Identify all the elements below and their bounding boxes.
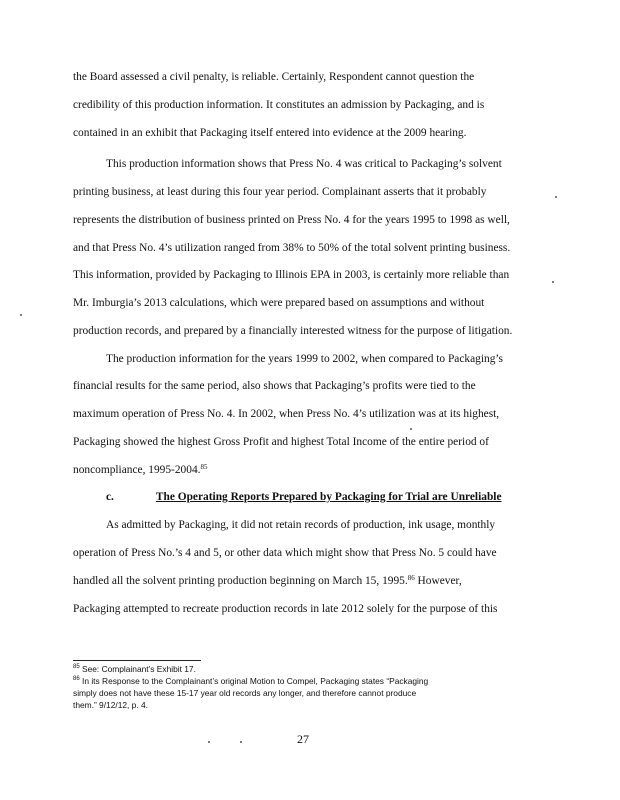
body-line: credibility of this production information. It constitutes an admission by Packaging, and is: [73, 99, 485, 111]
body-line: the Board assessed a civil penalty, is reliable. Certainly, Respondent cannot question the: [73, 71, 475, 83]
body-line: maximum operation of Press No. 4. In 2002, when Press No. 4’s utilization was at its highest,: [73, 408, 500, 420]
scan-speck: [240, 741, 242, 743]
body-line: As admitted by Packaging, it did not retain records of production, ink usage, monthly: [106, 519, 496, 531]
heading-title: The Operating Reports Prepared by Packaging for Trial are Unreliable: [155, 491, 502, 503]
body-line: printing business, at least during this four year period. Complainant asserts that it probably: [73, 186, 487, 198]
body-line: Mr. Imburgia’s 2013 calculations, which were prepared based on assumptions and without: [73, 297, 485, 309]
body-line: and that Press No. 4’s utilization ranged from 38% to 50% of the total solvent printing business.: [73, 242, 511, 254]
scan-speck: [555, 196, 557, 198]
body-line: financial results for the same period, also shows that Packaging’s profits were tied to the: [73, 380, 476, 392]
footnote-ref-86[interactable]: 86: [407, 574, 415, 582]
body-line: operation of Press No.’s 4 and 5, or other data which might show that Press No. 5 could have: [73, 547, 497, 559]
body-line: This information, provided by Packaging to Illinois EPA in 2003, is certainly more reliable than: [73, 269, 510, 281]
body-line: contained in an exhibit that Packaging itself entered into evidence at the 2009 hearing.: [73, 127, 467, 139]
scan-speck: [410, 428, 412, 430]
body-line: production records, and prepared by a financially interested witness for the purpose of litigation.: [73, 325, 513, 337]
body-line: This production information shows that Press No. 4 was critical to Packaging’s solvent: [106, 158, 502, 170]
body-line: Packaging showed the highest Gross Profit and highest Total Income of the entire period of: [73, 436, 489, 448]
footnote-number: 86: [73, 676, 80, 682]
footnote-divider: [73, 660, 201, 661]
scan-speck: [208, 741, 210, 743]
footnote-number: 85: [73, 664, 80, 670]
body-line: Packaging attempted to recreate production records in late 2012 solely for the purpose of this: [73, 603, 498, 615]
footnote-86-line: them.” 9/12/12, p. 4.: [73, 700, 148, 710]
body-text: noncompliance, 1995-2004.: [73, 464, 201, 476]
body-line: [73, 574, 543, 588]
scan-speck: [552, 281, 554, 283]
footnote-86: [73, 676, 553, 687]
footnote-86-line: simply does not have these 15-17 year old records any longer, and therefore cannot produce: [73, 688, 417, 698]
section-heading: [106, 490, 556, 504]
body-line: The production information for the years 1999 to 2002, when compared to Packaging’s: [106, 353, 503, 365]
footnote-85: [73, 664, 553, 675]
body-text: handled all the solvent printing production beginning on March 15, 1995.: [73, 575, 408, 587]
body-line: [73, 463, 543, 477]
body-text: However,: [414, 575, 462, 587]
scan-speck: [20, 314, 22, 316]
body-line: represents the distribution of business printed on Press No. 4 for the years 1995 to 1998 as well,: [73, 214, 510, 226]
page-number: 27: [297, 732, 309, 746]
footnote-ref-85[interactable]: 85: [200, 463, 208, 471]
footnote-text: In its Response to the Complainant’s original Motion to Compel, Packaging states “Packaging: [79, 676, 429, 686]
heading-letter: c.: [106, 491, 114, 503]
footnote-text: See: Complainant’s Exhibit 17.: [79, 664, 196, 674]
